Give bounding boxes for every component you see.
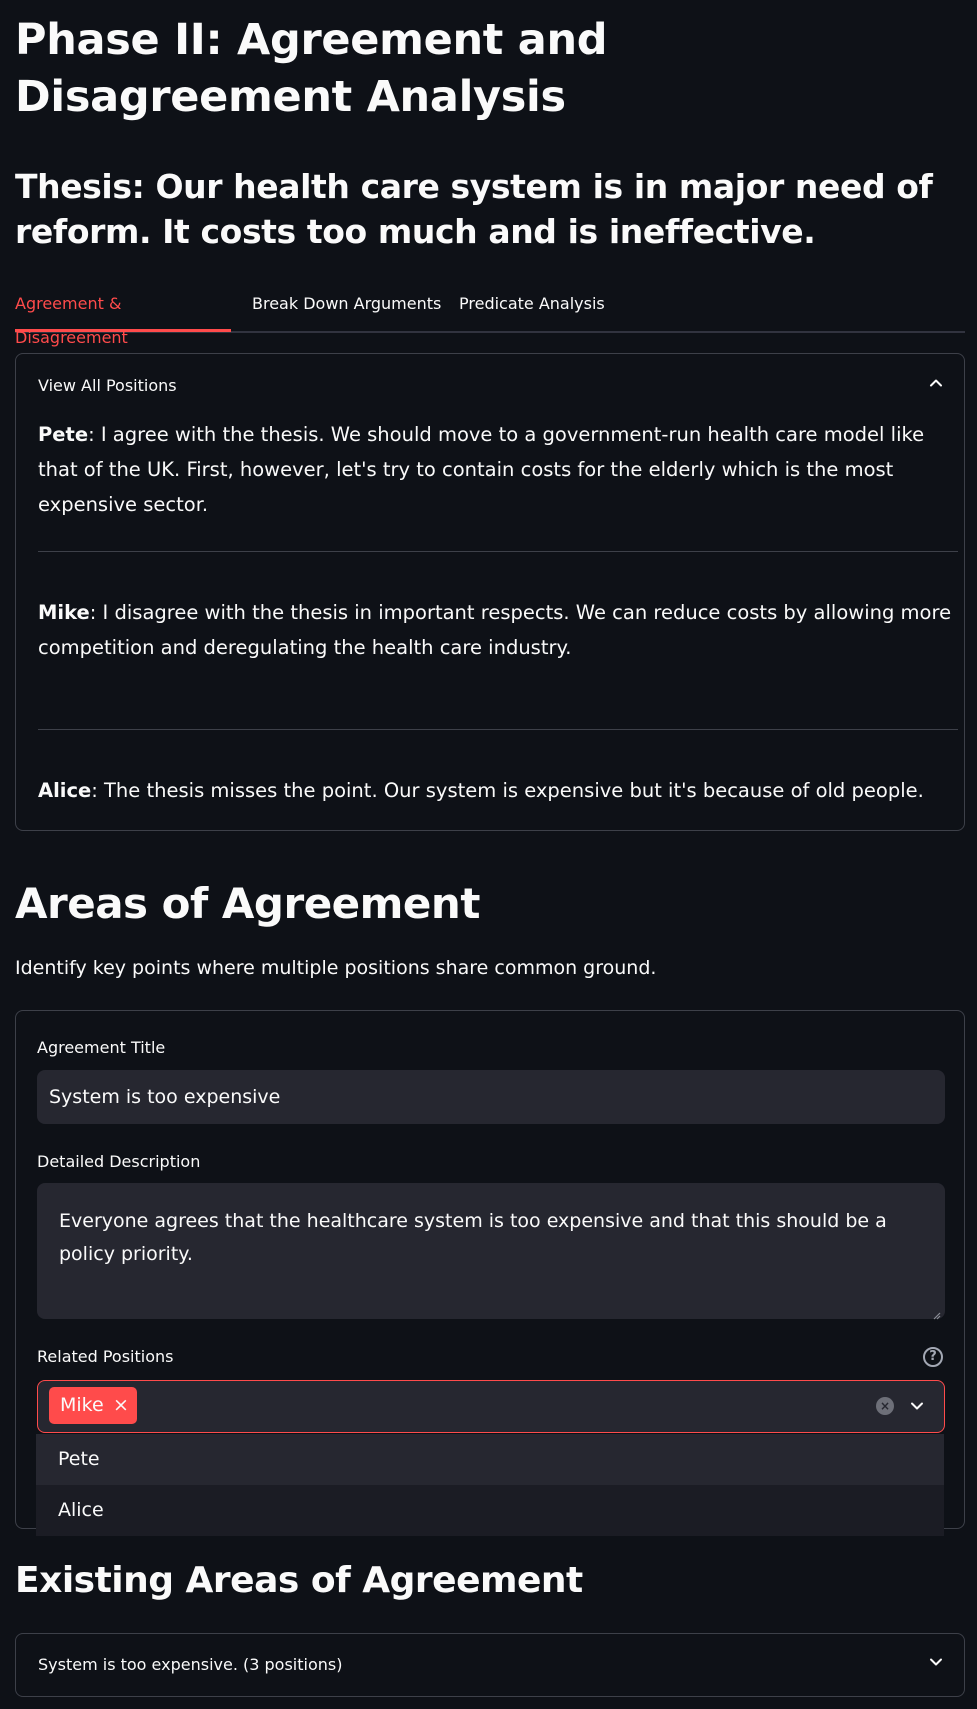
detailed-description-label: Detailed Description [37,1152,201,1171]
tab-break-down-arguments[interactable]: Break Down Arguments [252,294,442,313]
divider [38,551,958,552]
existing-areas-heading: Existing Areas of Agreement [15,1560,583,1601]
position-mike [38,595,958,665]
detailed-description-value: Everyone agrees that the healthcare system is too expensive and that this should be a policy priority. [59,1210,887,1265]
position-text: : I disagree with the thesis in important respects. We can reduce costs by allowing more competition and deregulating the health care industry. [38,601,952,659]
position-text: : I agree with the thesis. We should move to a government-run health care model like that of the UK. First, however, let's try to contain costs for the elderly which is the most expensive sector. [38,423,925,516]
divider [38,729,958,730]
resize-handle-icon[interactable] [931,1305,941,1315]
position-name: Mike [38,601,90,624]
detailed-description-textarea[interactable] [37,1183,945,1319]
agreement-title-label: Agreement Title [37,1038,166,1057]
position-name: Alice [38,779,92,802]
tag-remove-icon[interactable]: × [113,1394,129,1416]
dropdown-option-pete[interactable]: Pete [36,1434,944,1485]
position-text: : The thesis misses the point. Our system is expensive but it's because of old people. [91,779,924,802]
tag-label: Mike [60,1394,104,1416]
related-positions-label: Related Positions [37,1347,174,1366]
clear-all-icon[interactable]: × [876,1397,894,1415]
position-name: Pete [38,423,89,446]
chevron-down-icon[interactable] [907,1396,927,1416]
positions-expander-header[interactable]: View All Positions [38,376,177,395]
position-alice [38,773,958,808]
page-title: Phase II: Agreement and Disagreement Analysis [15,15,608,122]
related-positions-dropdown [36,1434,944,1536]
tab-agreement-disagreement[interactable]: Agreement & Disagreement [15,287,231,332]
thesis-heading: Thesis: Our health care system is in major need of reform. It costs too much and is ineffective. [15,167,933,251]
areas-of-agreement-heading: Areas of Agreement [15,879,480,928]
selected-tag-mike [49,1387,137,1424]
position-pete [38,417,958,522]
positions-expander [15,353,965,831]
existing-agreement-label: System is too expensive. (3 positions) [38,1655,343,1674]
related-positions-multiselect[interactable] [37,1380,945,1433]
tab-predicate-analysis[interactable]: Predicate Analysis [459,294,605,313]
chevron-down-icon[interactable] [926,1652,946,1672]
dropdown-option-alice[interactable]: Alice [58,1499,104,1521]
tab-bar [15,287,965,347]
areas-of-agreement-caption: Identify key points where multiple positions share common ground. [15,957,657,979]
agreement-title-input[interactable] [37,1070,945,1124]
question-circle-icon[interactable]: ? [923,1347,943,1367]
chevron-up-icon[interactable] [926,373,946,393]
agreement-title-value: System is too expensive [49,1086,281,1108]
existing-agreement-expander[interactable] [15,1633,965,1697]
